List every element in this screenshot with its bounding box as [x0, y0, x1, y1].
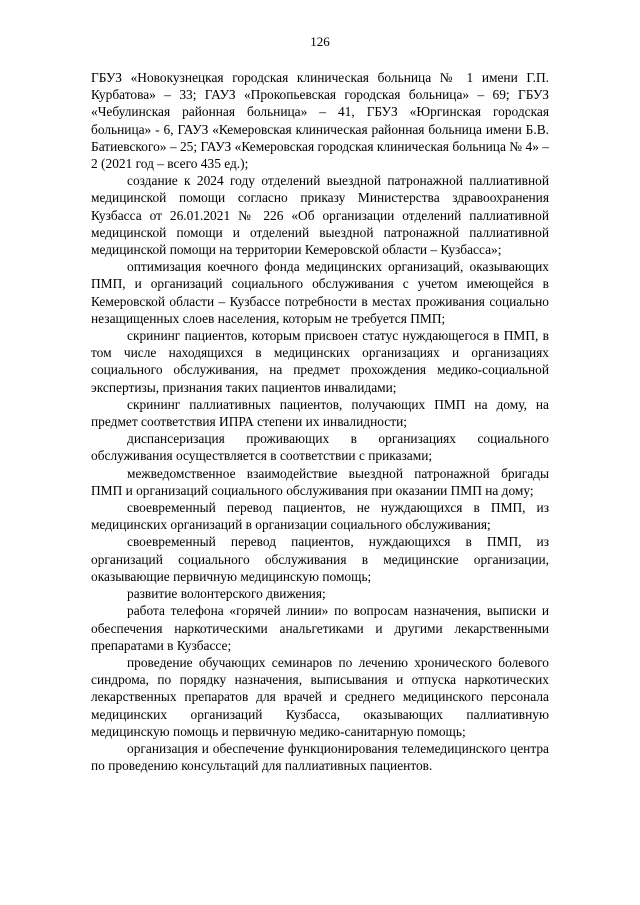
paragraph-seminars: проведение обучающих семинаров по лечению хронического болевого синдрома, по порядку назначения, выписывания и отпуска наркотических лекарственных препаратов для врачей и среднего медицинского персонала медицинских организаций Кузбасса, оказывающих паллиативную медицинскую помощь и первичную медико-санитарную помощь; [91, 654, 549, 739]
paragraph-interagency: межведомственное взаимодействие выездной патронажной бригады ПМП и организаций социального обслуживания при оказании ПМП на дому; [91, 465, 549, 498]
paragraph-telemedicine: организация и обеспечение функционирования телемедицинского центра по проведению консультаций для паллиативных пациентов. [91, 740, 549, 774]
paragraph-transfer-to-social: своевременный перевод пациентов, не нуждающихся в ПМП, из медицинских организаций в организации социального обслуживания; [91, 500, 549, 533]
paragraph-bed-optimization: оптимизация коечного фонда медицинских организаций, оказывающих ПМП, и организаций социального обслуживания с учетом имеющейся в Кемеровской области – Кузбассе потребности в местах проживания социально незащищенных слоев населения, которым не требуется ПМП; [91, 259, 549, 326]
paragraph-screening-home: скрининг паллиативных пациентов, получающих ПМП на дому, на предмет соответствия ИПРА степени их инвалидности; [91, 396, 549, 430]
paragraph-screening-status: скрининг пациентов, которым присвоен статус нуждающегося в ПМП, в том числе находящихся в медицинских организациях и организациях социального обслуживания, на предмет прохождения медико-социальной экспертизы, признания таких пациентов инвалидами; [91, 328, 549, 395]
paragraph-volunteering: развитие волонтерского движения; [127, 586, 326, 602]
paragraph-creation-departments: создание к 2024 году отделений выездной патронажной паллиативной медицинской помощи согласно приказу Министерства здравоохранения Кузбасса от 26.01.2021 № 226 «Об организации отделений паллиативной медицинской помощи и отделений выездной патронажной паллиативной медицинской помощи на территории Кемеровской области – Кузбасса»; [91, 173, 549, 258]
paragraph-hotline: работа телефона «горячей линии» по вопросам назначения, выписки и обеспечения наркотическими анальгетиками и другими лекарственными препаратами в Кузбассе; [91, 603, 549, 653]
paragraph-hospitals-list: ГБУЗ «Новокузнецкая городская клиническая больница № 1 имени Г.П. Курбатова» – 33; ГАУЗ «Прокопьевская городская больница» – 69; ГБУЗ «Чебулинская районная больница» – 41, ГБУЗ «Юргинская городская больница» - 6, ГАУЗ «Кемеровская клиническая районная больница имени Б.В. Батиевского» – 25; ГАУЗ «Кемеровская городская клиническая больница № 4» – 2 (2021 год – всего 435 ед.); [91, 70, 549, 172]
paragraph-transfer-to-medical: своевременный перевод пациентов, нуждающихся в ПМП, из организаций социального обслуживания в медицинские организации, оказывающие первичную медицинскую помощь; [91, 534, 549, 584]
paragraph-dispensarization: диспансеризация проживающих в организациях социального обслуживания осуществляется в соответствии с приказами; [91, 431, 549, 464]
page-number: 126 [310, 34, 330, 49]
document-body [91, 69, 549, 774]
